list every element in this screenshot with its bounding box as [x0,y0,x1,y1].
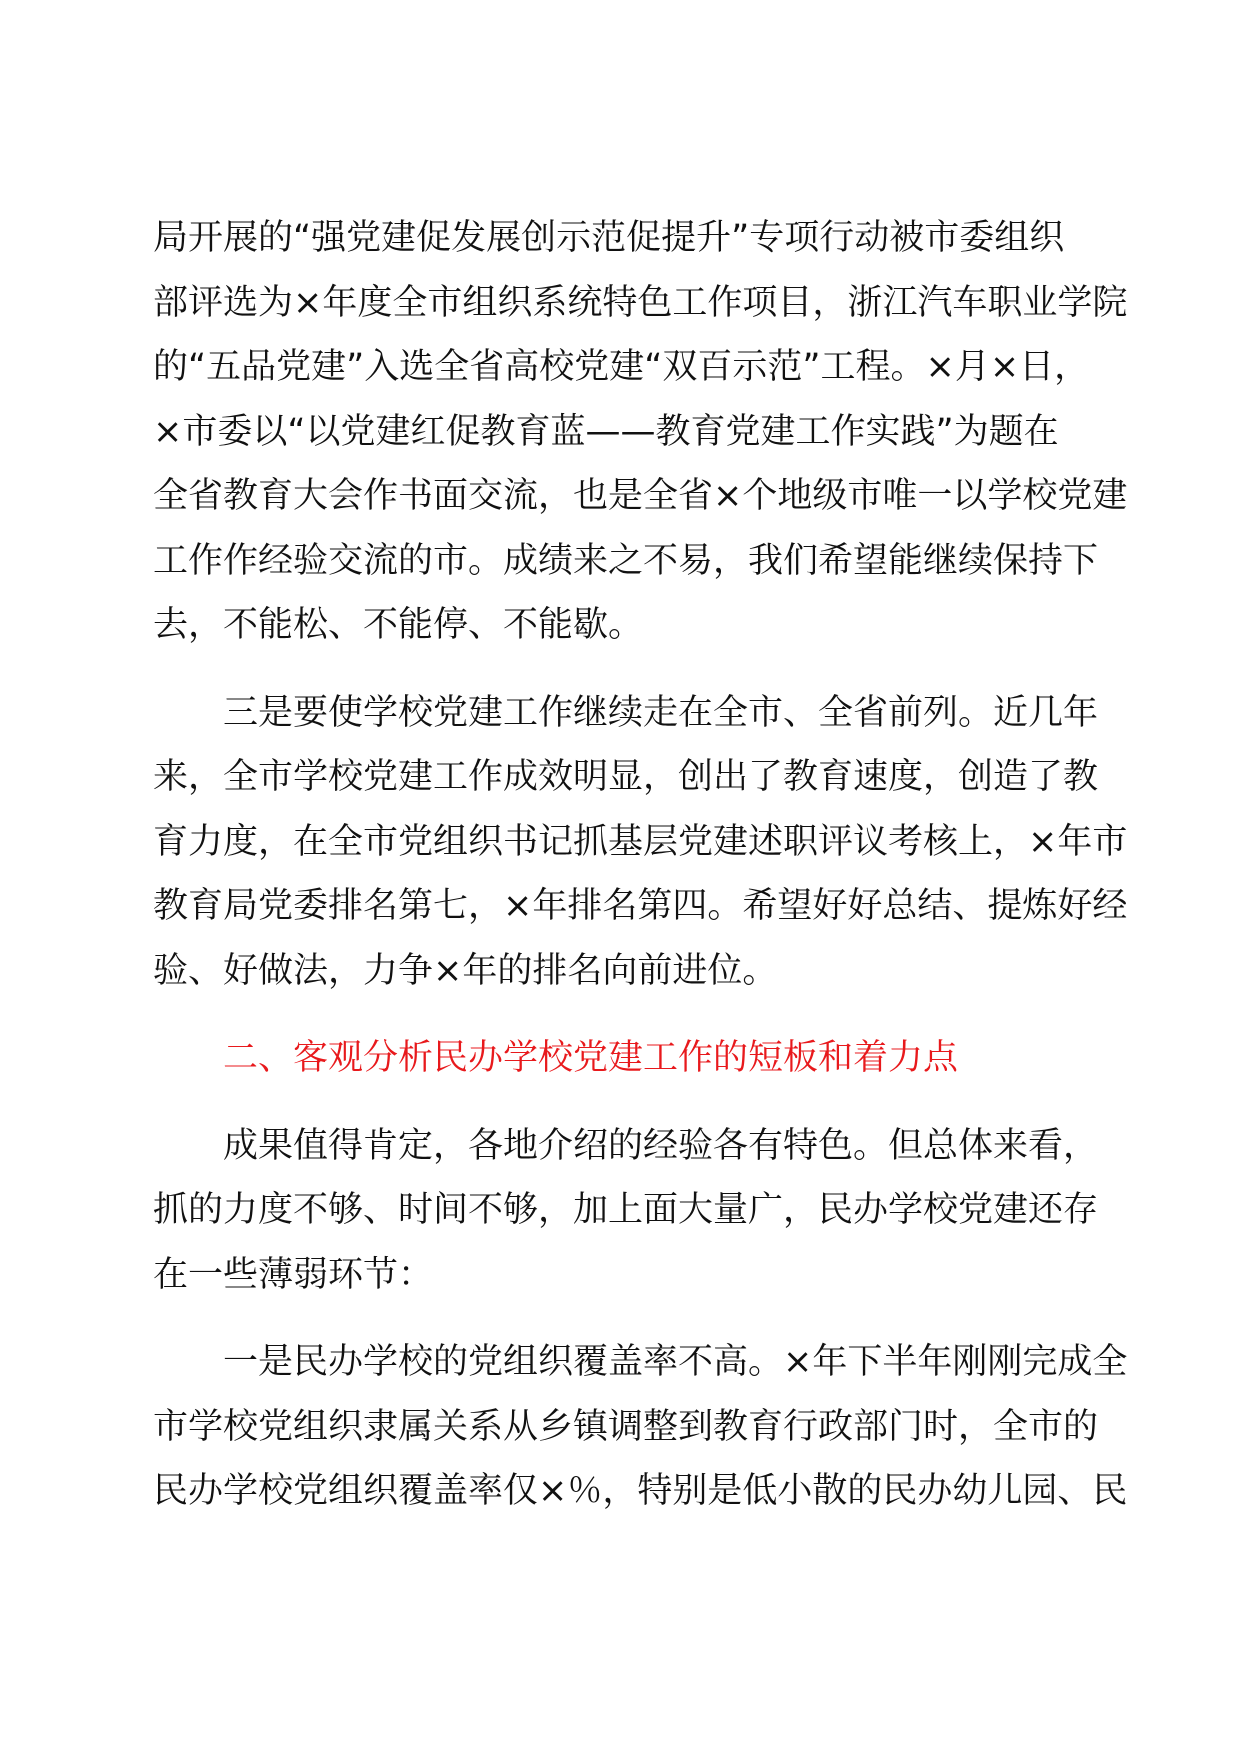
paragraph-gap [153,1003,1088,1026]
paragraph-gap [153,1307,1088,1330]
text-line: 工作作经验交流的市。成绩来之不易，我们希望能继续保持下 [153,540,1099,581]
text-line: 一是民办学校的党组织覆盖率不高。×年下半年刚刚完成全 [153,1342,1128,1382]
text-line: 三是要使学校党建工作继续走在全市、全省前列。近几年 [153,692,1099,733]
text-line: 市学校党组织隶属关系从乡镇调整到教育行政部门时，全市的 [153,1406,1099,1447]
text-line: 部评选为×年度全市组织系统特色工作项目，浙江汽车职业学院 [153,282,1128,323]
paragraph-first-point [153,1330,1128,1524]
paragraph-overview [153,1114,1099,1308]
text-line: 抓的力度不够、时间不够，加上面大量广，民办学校党建还存 [153,1190,1099,1230]
paragraph-gap [153,1091,1088,1114]
text-line: 育力度，在全市党组织书记抓基层党建述职评议考核上，×年市 [153,821,1128,862]
paragraph-gap [153,658,1088,681]
text-line: 在一些薄弱环节： [153,1254,434,1295]
paragraph-third-point [153,681,1128,1004]
section-heading [153,1026,1088,1091]
text-line: 验、好做法，力争×年的排名向前进位。 [153,950,778,991]
text-line: 全省教育大会作书面交流，也是全省×个地级市唯一以学校党建 [153,476,1128,516]
document-page [153,206,1128,1524]
text-line: 局开展的“强党建促发展创示范促提升”专项行动被市委组织 [153,218,1065,258]
paragraph-achievements [153,206,1128,658]
text-line: 民办学校党组织覆盖率仅×％，特别是低小散的民办幼儿园、民 [153,1471,1128,1511]
text-line: 来，全市学校党建工作成效明显，创出了教育速度，创造了教 [153,757,1099,797]
text-line: 教育局党委排名第七，×年排名第四。希望好好总结、提炼好经 [153,886,1128,926]
heading-line: 二、客观分析民办学校党建工作的短板和着力点 [153,1038,959,1078]
text-line: ×市委以“以党建红促教育蓝——教育党建工作实践”为题在 [153,411,1059,452]
text-line: 去，不能松、不能停、不能歇。 [153,605,644,645]
text-line: 的“五品党建”入选全省高校党建“双百示范”工程。×月×日， [153,347,1090,387]
text-line: 成果值得肯定，各地介绍的经验各有特色。但总体来看， [153,1125,1099,1166]
